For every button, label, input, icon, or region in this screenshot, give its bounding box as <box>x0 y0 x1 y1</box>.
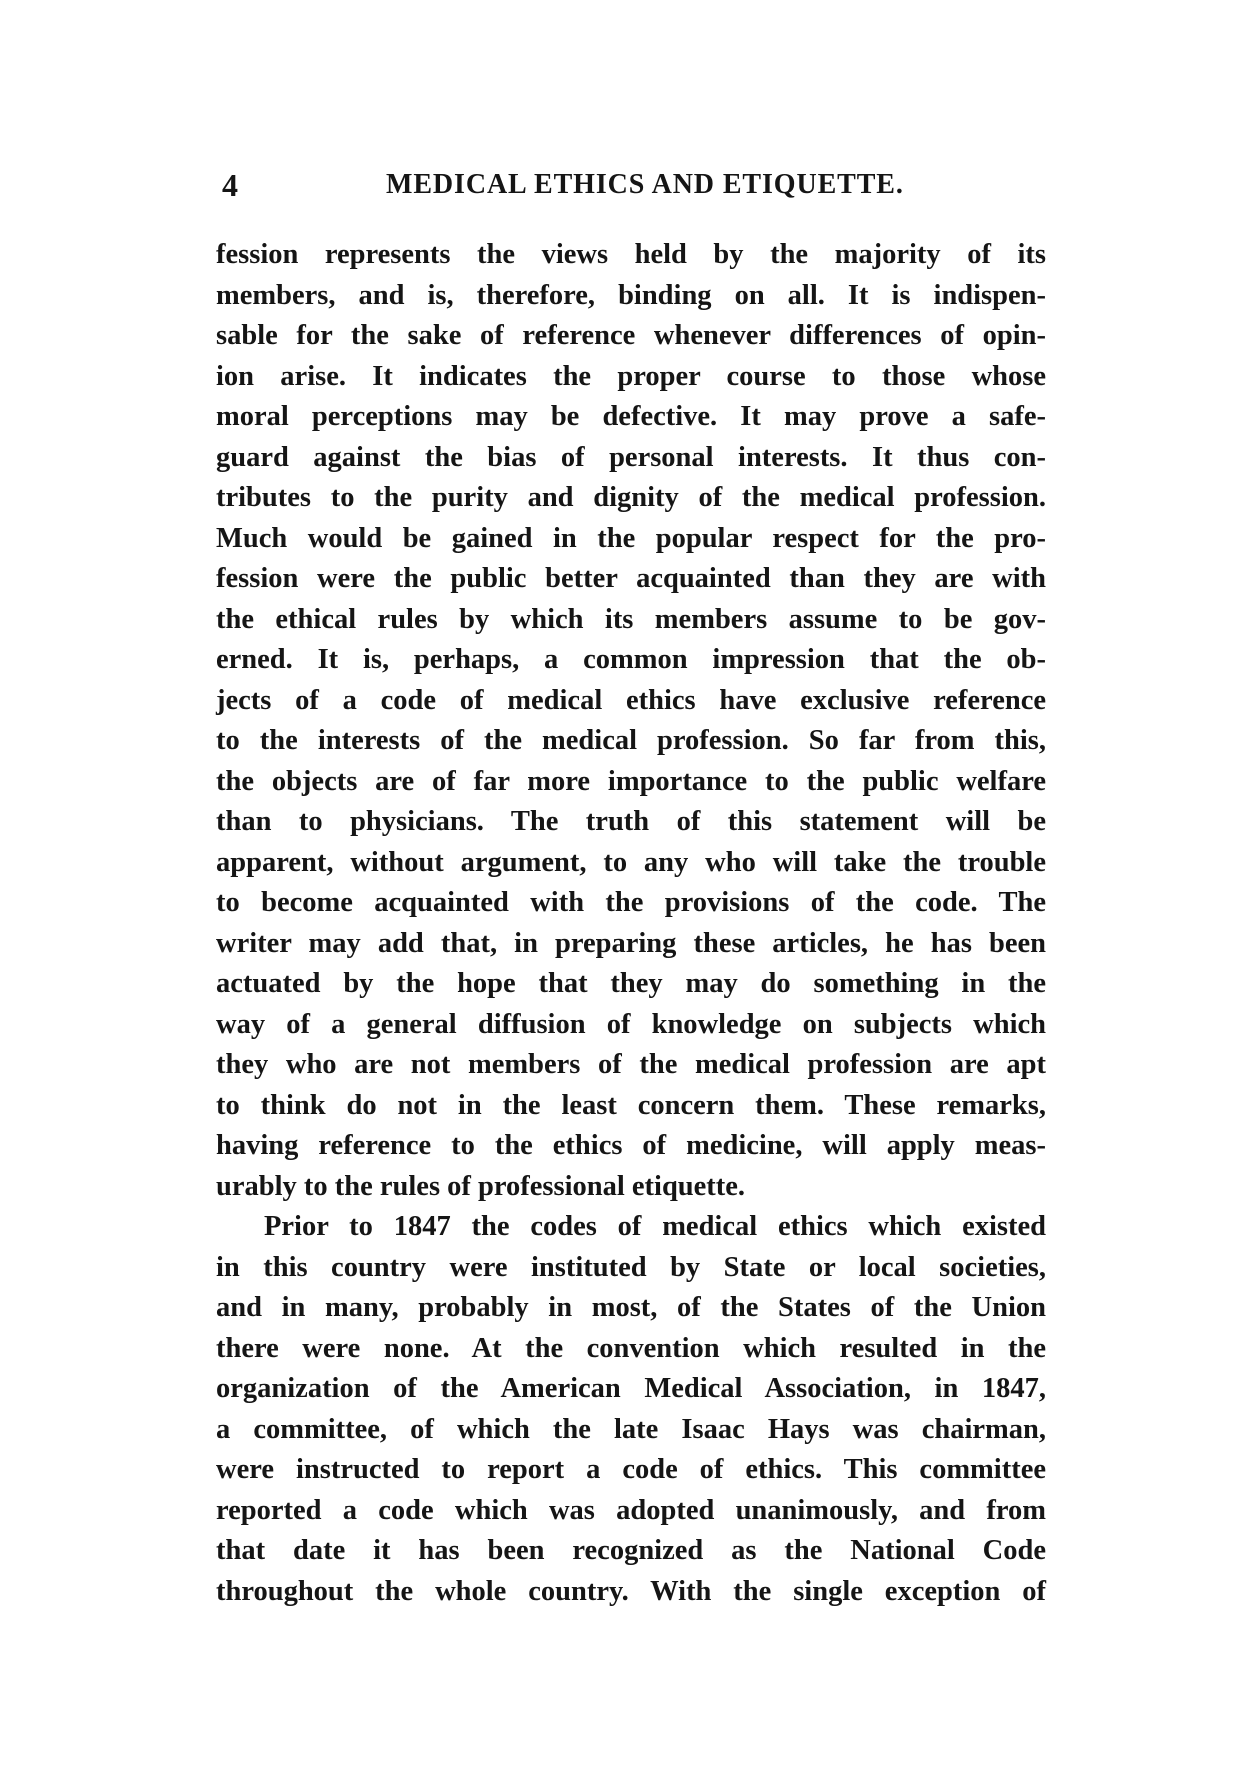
text-line: reported a code which was adopted unanimously, and from <box>216 1494 1046 1526</box>
running-title: MEDICAL ETHICS AND ETIQUETTE. <box>386 169 904 200</box>
text-line: and in many, probably in most, of the States of the Union <box>216 1292 1046 1323</box>
text-line: fession represents the views held by the majority of its <box>216 239 1046 270</box>
text-line: having reference to the ethics of medicine, will apply meas- <box>216 1130 1046 1161</box>
text-line: erned. It is, perhaps, a common impression that the ob- <box>216 644 1046 675</box>
text-line: in this country were instituted by State or local societies, <box>216 1251 1046 1283</box>
text-line: were instructed to report a code of ethics. This committee <box>216 1454 1046 1485</box>
text-line: sable for the sake of reference whenever differences of opin- <box>216 320 1046 351</box>
text-line: the objects are of far more importance to the public welfare <box>216 765 1046 797</box>
text-line: fession were the public better acquainted than they are with <box>216 563 1046 594</box>
text-line: than to physicians. The truth of this statement will be <box>216 806 1046 837</box>
text-line: writer may add that, in preparing these articles, he has been <box>216 927 1046 959</box>
page-number: 4 <box>222 167 238 203</box>
text-line: jects of a code of medical ethics have exclusive reference <box>216 684 1046 716</box>
text-line: throughout the whole country. With the single exception of <box>216 1575 1046 1607</box>
text-line: way of a general diffusion of knowledge on subjects which <box>216 1008 1046 1040</box>
text-line: urably to the rules of professional etiquette. <box>216 1170 746 1202</box>
text-line: tributes to the purity and dignity of the medical profession. <box>216 482 1046 513</box>
text-line: the ethical rules by which its members assume to be gov- <box>216 603 1046 635</box>
text-line: Much would be gained in the popular respect for the pro- <box>216 522 1046 554</box>
text-line: they who are not members of the medical profession are apt <box>216 1049 1046 1080</box>
body-text <box>216 235 1046 1612</box>
paragraph-continued <box>216 235 1046 1207</box>
text-line: actuated by the hope that they may do something in the <box>216 968 1046 999</box>
text-line: a committee, of which the late Isaac Hays was chairman, <box>216 1413 1046 1445</box>
text-line: apparent, without argument, to any who will take the trouble <box>216 846 1046 878</box>
text-line: members, and is, therefore, binding on all. It is indispen- <box>216 279 1046 311</box>
text-line: moral perceptions may be defective. It may prove a safe- <box>216 401 1046 432</box>
text-line: ion arise. It indicates the proper course to those whose <box>216 360 1046 392</box>
text-line: Prior to 1847 the codes of medical ethics which existed <box>264 1211 1046 1242</box>
text-line: that date it has been recognized as the National Code <box>216 1535 1046 1566</box>
text-line: to the interests of the medical profession. So far from this, <box>216 725 1046 756</box>
text-line: to become acquainted with the provisions of the code. The <box>216 887 1046 918</box>
text-line: guard against the bias of personal interests. It thus con- <box>216 441 1046 473</box>
text-line: there were none. At the convention which resulted in the <box>216 1332 1046 1364</box>
text-line: organization of the American Medical Association, in 1847, <box>216 1373 1046 1404</box>
text-line: to think do not in the least concern them. These remarks, <box>216 1089 1046 1121</box>
paragraph-prior-to-1847 <box>216 1207 1046 1612</box>
running-head <box>216 165 1046 205</box>
